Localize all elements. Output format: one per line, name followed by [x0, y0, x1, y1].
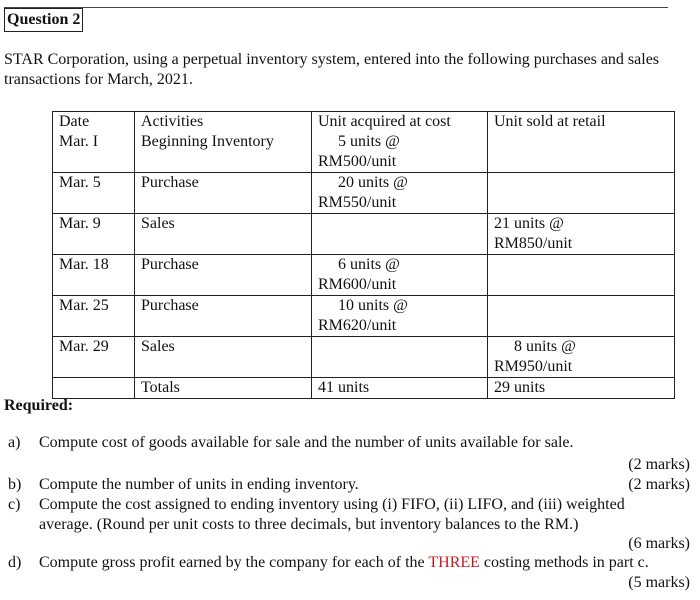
acquired-cost: RM550/unit [318, 194, 397, 211]
question-label: a) [8, 434, 21, 451]
question-label: c) [8, 496, 21, 513]
required-heading: Required: [4, 397, 74, 414]
question-text-start: Compute gross profit earned by the company for each of the [39, 554, 429, 571]
question-text [39, 553, 679, 573]
table-row [53, 296, 675, 337]
row-activity: Sales [135, 337, 312, 378]
header-unit-acquired: Unit acquired at cost [312, 112, 488, 133]
sold-price: RM950/unit [494, 358, 573, 375]
acquired-units: 5 units @ [338, 133, 400, 150]
acquired-units: 10 units @ [338, 297, 408, 314]
question-label: d) [8, 554, 22, 571]
table-row [53, 214, 675, 255]
row-activity: Sales [135, 214, 312, 255]
row-activity: Purchase [135, 296, 312, 337]
header-rule [4, 7, 668, 8]
totals-acquired: 41 units [312, 378, 488, 399]
marks-a: (2 marks) [628, 456, 690, 473]
table-row [53, 132, 675, 173]
header-unit-sold: Unit sold at retail [488, 112, 675, 133]
row-sold [488, 337, 675, 378]
emphasis-three: THREE [428, 554, 480, 571]
row-sold [488, 296, 675, 337]
row-acquired [312, 255, 488, 296]
question-text: Compute the number of units in ending inventory. [39, 476, 359, 493]
table-totals-row [53, 378, 675, 399]
acquired-cost: RM620/unit [318, 317, 397, 334]
marks-b: (2 marks) [628, 476, 690, 493]
question-text: Compute cost of goods available for sale and the number of units available for sale. [39, 434, 574, 451]
row-date: Mar. 29 [53, 337, 135, 378]
row-date: Mar. I [53, 132, 135, 173]
row-date: Mar. 18 [53, 255, 135, 296]
row-acquired [312, 296, 488, 337]
marks-c: (6 marks) [628, 535, 690, 552]
intro-paragraph: STAR Corporation, using a perpetual inventory system, entered into the following purchases and sales transactions for March, 2021. [4, 51, 660, 88]
question-text: Compute the cost assigned to ending inventory using (i) FIFO, (ii) LIFO, and (iii) weighted average. (Round per unit costs to three decimals, but inventory balances to the RM.) [39, 496, 625, 533]
acquired-cost: RM600/unit [318, 276, 397, 293]
row-acquired [312, 132, 488, 173]
row-sold [488, 255, 675, 296]
acquired-cost: RM500/unit [318, 153, 397, 170]
sold-units: 8 units @ [514, 338, 576, 355]
question-label: b) [8, 476, 22, 493]
sold-units: 21 units @ [494, 215, 564, 232]
row-activity: Purchase [135, 255, 312, 296]
table-row [53, 255, 675, 296]
table-row [53, 337, 675, 378]
header-activities: Activities [135, 112, 312, 133]
question-title: Question 2 [4, 8, 83, 32]
header-date: Date [53, 112, 135, 133]
acquired-units: 20 units @ [338, 174, 408, 191]
row-acquired [312, 214, 488, 255]
row-activity: Purchase [135, 173, 312, 214]
row-sold [488, 214, 675, 255]
totals-label: Totals [135, 378, 312, 399]
transactions-table [52, 111, 675, 399]
sold-price: RM850/unit [494, 235, 573, 252]
marks-d: (5 marks) [628, 574, 690, 591]
row-activity: Beginning Inventory [135, 132, 312, 173]
question-text-end: costing methods in part c. [479, 554, 649, 571]
row-date: Mar. 9 [53, 214, 135, 255]
row-sold [488, 173, 675, 214]
table-row [53, 173, 675, 214]
acquired-units: 6 units @ [338, 256, 400, 273]
row-date: Mar. 5 [53, 173, 135, 214]
totals-sold: 29 units [488, 378, 675, 399]
row-acquired [312, 173, 488, 214]
row-sold [488, 132, 675, 173]
row-date: Mar. 25 [53, 296, 135, 337]
table-header-row [53, 112, 675, 133]
row-acquired [312, 337, 488, 378]
